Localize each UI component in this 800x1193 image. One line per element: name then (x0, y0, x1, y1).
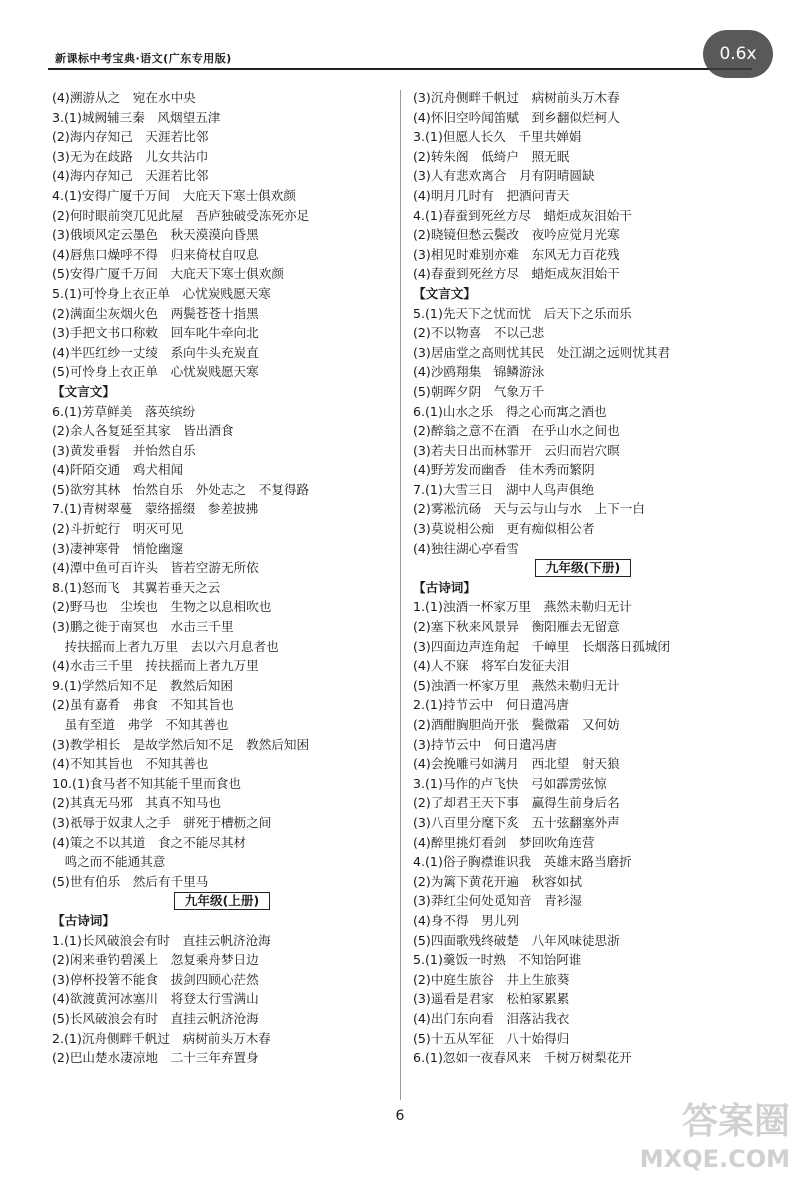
answer-line: (4)身不得 男儿列 (413, 912, 519, 928)
answer-line: (4)溯游从之 宛在水中央 (52, 90, 196, 105)
answer-line: 鸣之而不能通其意 (52, 854, 166, 870)
answer-line: (5)朝晖夕阴 气象万千 (413, 383, 545, 399)
answer-line: (4)会挽雕弓如满月 西北望 射天狼 (413, 756, 620, 772)
answer-line: (3)八百里分麾下炙 五十弦翻塞外声 (413, 814, 620, 830)
answer-line: (4)水击三千里 抟扶摇而上者九万里 (52, 658, 259, 674)
answer-line: (2)巴山楚水凄凉地 二十三年弃置身 (52, 1050, 259, 1066)
section-heading: 【文言文】 (52, 383, 115, 399)
answer-line: (3)教学相长 是故学然后知不足 教然后知困 (52, 736, 310, 752)
answer-line: 1.(1)长风破浪会有时 直挂云帆济沧海 (52, 932, 271, 948)
page-number: 6 (395, 1108, 405, 1124)
answer-line: (3)遥看是君家 松柏冢累累 (413, 991, 570, 1007)
answer-line: (2)斗折蛇行 明灭可见 (52, 521, 184, 537)
answer-line: (4)人不寐 将军白发征夫泪 (413, 658, 570, 674)
answer-line: 2.(1)持节云中 何日遣冯唐 (413, 697, 569, 713)
header-rule (48, 68, 752, 70)
site-watermark (620, 1100, 790, 1180)
answer-line: (3)若夫日出而林霏开 云归而岩穴暝 (413, 442, 620, 458)
answer-line: (3)四面边声连角起 千嶂里 长烟落日孤城闭 (413, 638, 671, 654)
answer-line: (2)何时眼前突兀见此屋 吾庐独破受冻死亦足 (52, 207, 310, 223)
answer-line: (5)长风破浪会有时 直挂云帆济沧海 (52, 1010, 259, 1026)
answer-line: 虽有至道 弗学 不知其善也 (52, 717, 229, 732)
answer-line: (3)相见时难别亦难 东风无力百花残 (413, 246, 620, 262)
grade-heading-label: 九年级(上册) (174, 892, 270, 910)
answer-line: 4.(1)俗子胸襟谁识我 英雄末路当磨折 (413, 854, 632, 870)
section-heading: 【古诗词】 (413, 579, 476, 595)
answer-line: (5)可怜身上衣正单 心忧炭贱愿天寒 (52, 364, 259, 380)
zoom-indicator[interactable]: 0.6x (703, 30, 773, 78)
answer-line: (4)独往湖心亭看雪 (413, 540, 519, 556)
answer-line: (2)满面尘灰烟火色 两鬓苍苍十指黑 (52, 305, 259, 321)
answer-line: (2)虽有嘉肴 弗食 不知其旨也 (52, 697, 234, 713)
answer-line: (4)沙鸥翔集 锦鳞游泳 (413, 364, 545, 380)
answer-line: (4)海内存知己 天涯若比邻 (52, 168, 209, 184)
answer-line: 6.(1)芳草鲜美 落英缤纷 (52, 403, 196, 419)
answer-line: (3)人有悲欢离合 月有阴晴圆缺 (413, 168, 595, 184)
answer-line: (2)了却君王天下事 赢得生前身后名 (413, 795, 620, 811)
answer-line: (4)春蚕到死丝方尽 蜡炬成灰泪始干 (413, 266, 620, 282)
answer-line: (4)明月几时有 把酒问青天 (413, 187, 570, 203)
answer-line: 9.(1)学然后知不足 教然后知困 (52, 677, 233, 693)
answer-line: (4)欲渡黄河冰塞川 将登太行雪满山 (52, 991, 259, 1007)
answer-line: (3)莽红尘何处觅知音 青衫湿 (413, 893, 582, 909)
answer-line: (5)浊酒一杯家万里 燕然未勒归无计 (413, 677, 620, 693)
answer-line: (2)中庭生旅谷 井上生旅葵 (413, 971, 570, 987)
answer-line: (2)醉翁之意不在酒 在乎山水之间也 (413, 423, 620, 439)
answer-line: (2)酒酣胸胆尚开张 鬓微霜 又何妨 (413, 717, 620, 732)
answer-line: (2)闲来垂钓碧溪上 忽复乘舟梦日边 (52, 952, 259, 968)
grade-heading-label: 九年级(下册) (535, 559, 631, 577)
answer-line: 2.(1)沉舟侧畔千帆过 病树前头万木春 (52, 1030, 271, 1046)
answer-line: (2)野马也 尘埃也 生物之以息相吹也 (52, 599, 272, 615)
answer-line: (2)晓镜但愁云鬓改 夜吟应觉月光寒 (413, 227, 620, 243)
answer-line: (2)雾凇沆砀 天与云与山与水 上下一白 (413, 501, 645, 517)
answer-line: (2)不以物喜 不以己悲 (413, 325, 545, 341)
answer-line: (4)策之不以其道 食之不能尽其材 (52, 834, 247, 850)
answer-line: 1.(1)浊酒一杯家万里 燕然未勒归无计 (413, 599, 632, 615)
answer-line: 6.(1)忽如一夜春风来 千树万树梨花开 (413, 1050, 632, 1066)
answer-line: (5)欲穷其林 怡然自乐 外处志之 不复得路 (52, 481, 310, 497)
section-heading: 【古诗词】 (52, 912, 115, 928)
answer-line: 4.(1)春蚕到死丝方尽 蜡炬成灰泪始干 (413, 207, 632, 223)
left-column (52, 88, 392, 1068)
section-heading: 【文言文】 (413, 285, 476, 301)
grade-heading (52, 891, 392, 911)
answer-line: (4)唇焦口燥呼不得 归来倚杖自叹息 (52, 246, 259, 262)
watermark-url: MXQE.COM (639, 1145, 790, 1173)
answer-line: (3)莫说相公痴 更有痴似相公者 (413, 521, 595, 537)
answer-line: 抟扶摇而上者九万里 去以六月息者也 (52, 638, 279, 654)
answer-line: (3)手把文书口称敕 回车叱牛牵向北 (52, 325, 259, 341)
answer-line: 5.(1)可怜身上衣正单 心忧炭贱愿天寒 (52, 285, 271, 301)
answer-line: (4)怀旧空吟闻笛赋 到乡翻似烂柯人 (413, 109, 620, 125)
answer-line: (4)潭中鱼可百许头 皆若空游无所依 (52, 560, 259, 576)
answer-line: 3.(1)城阙辅三秦 风烟望五津 (52, 109, 221, 125)
answer-line: (5)四面歌残终破楚 八年风味徒思浙 (413, 932, 620, 948)
answer-line: 7.(1)青树翠蔓 蒙络摇缀 参差披拂 (52, 501, 259, 517)
answer-line: (5)安得广厦千万间 大庇天下寒士俱欢颜 (52, 266, 284, 282)
answer-line: 5.(1)先天下之忧而忧 后天下之乐而乐 (413, 305, 632, 321)
answer-line: 3.(1)但愿人长久 千里共婵娟 (413, 129, 582, 145)
answer-line: (2)塞下秋来风景异 衡阳雁去无留意 (413, 619, 620, 635)
answer-line: (4)不知其旨也 不知其善也 (52, 756, 209, 772)
answer-line: 6.(1)山水之乐 得之心而寓之酒也 (413, 403, 607, 419)
answer-line: (2)余人各复延至其家 皆出酒食 (52, 423, 234, 439)
running-header: 新课标中考宝典·语文(广东专用版) (55, 52, 232, 65)
answer-line: (5)十五从军征 八十始得归 (413, 1030, 570, 1046)
answer-line: (3)持节云中 何日遣冯唐 (413, 736, 557, 752)
answer-line: (2)转朱阁 低绮户 照无眠 (413, 148, 570, 164)
answer-line: 10.(1)食马者不知其能千里而食也 (52, 775, 241, 791)
answer-line: (2)其真无马邪 其真不知马也 (52, 795, 221, 811)
answer-line: (3)俄顷风定云墨色 秋天漠漠向昏黑 (52, 227, 259, 243)
answer-line: (2)为篱下黄花开遍 秋容如拭 (413, 873, 582, 889)
answer-line: (4)醉里挑灯看剑 梦回吹角连营 (413, 834, 595, 850)
answer-line: 5.(1)羹饭一时熟 不知饴阿谁 (413, 952, 582, 968)
answer-line: (4)野芳发而幽香 佳木秀而繁阴 (413, 462, 595, 478)
answer-line: (3)沉舟侧畔千帆过 病树前头万木春 (413, 90, 620, 105)
watermark-logo-text: 答案圈 (681, 1101, 790, 1142)
answer-line: (5)世有伯乐 然后有千里马 (52, 873, 209, 889)
answer-line: (3)黄发垂髫 并怡然自乐 (52, 442, 196, 458)
grade-heading (413, 558, 753, 578)
answer-line: (2)海内存知己 天涯若比邻 (52, 129, 209, 145)
answer-line: 4.(1)安得广厦千万间 大庇天下寒士俱欢颜 (52, 187, 296, 203)
right-column (413, 88, 753, 1068)
answer-line: (3)停杯投箸不能食 拔剑四顾心茫然 (52, 971, 259, 987)
column-divider (400, 90, 401, 1100)
answer-line: (3)鹏之徙于南冥也 水击三千里 (52, 619, 234, 635)
answer-line: 7.(1)大雪三日 湖中人鸟声俱绝 (413, 481, 594, 497)
answer-line: 3.(1)马作的卢飞快 弓如霹雳弦惊 (413, 775, 607, 791)
answer-line: (3)无为在歧路 儿女共沾巾 (52, 148, 209, 164)
answer-line: (4)阡陌交通 鸡犬相闻 (52, 462, 184, 478)
answer-line: (4)半匹红纱一丈绫 系向牛头充炭直 (52, 344, 259, 360)
answer-line: (4)出门东向看 泪落沾我衣 (413, 1010, 570, 1026)
answer-line: (3)居庙堂之高则忧其民 处江湖之远则忧其君 (413, 344, 671, 360)
answer-line: 8.(1)怒而飞 其翼若垂天之云 (52, 579, 221, 595)
answer-line: (3)祇辱于奴隶人之手 骈死于槽枥之间 (52, 814, 272, 830)
answer-line: (3)凄神寒骨 悄怆幽邃 (52, 540, 184, 556)
